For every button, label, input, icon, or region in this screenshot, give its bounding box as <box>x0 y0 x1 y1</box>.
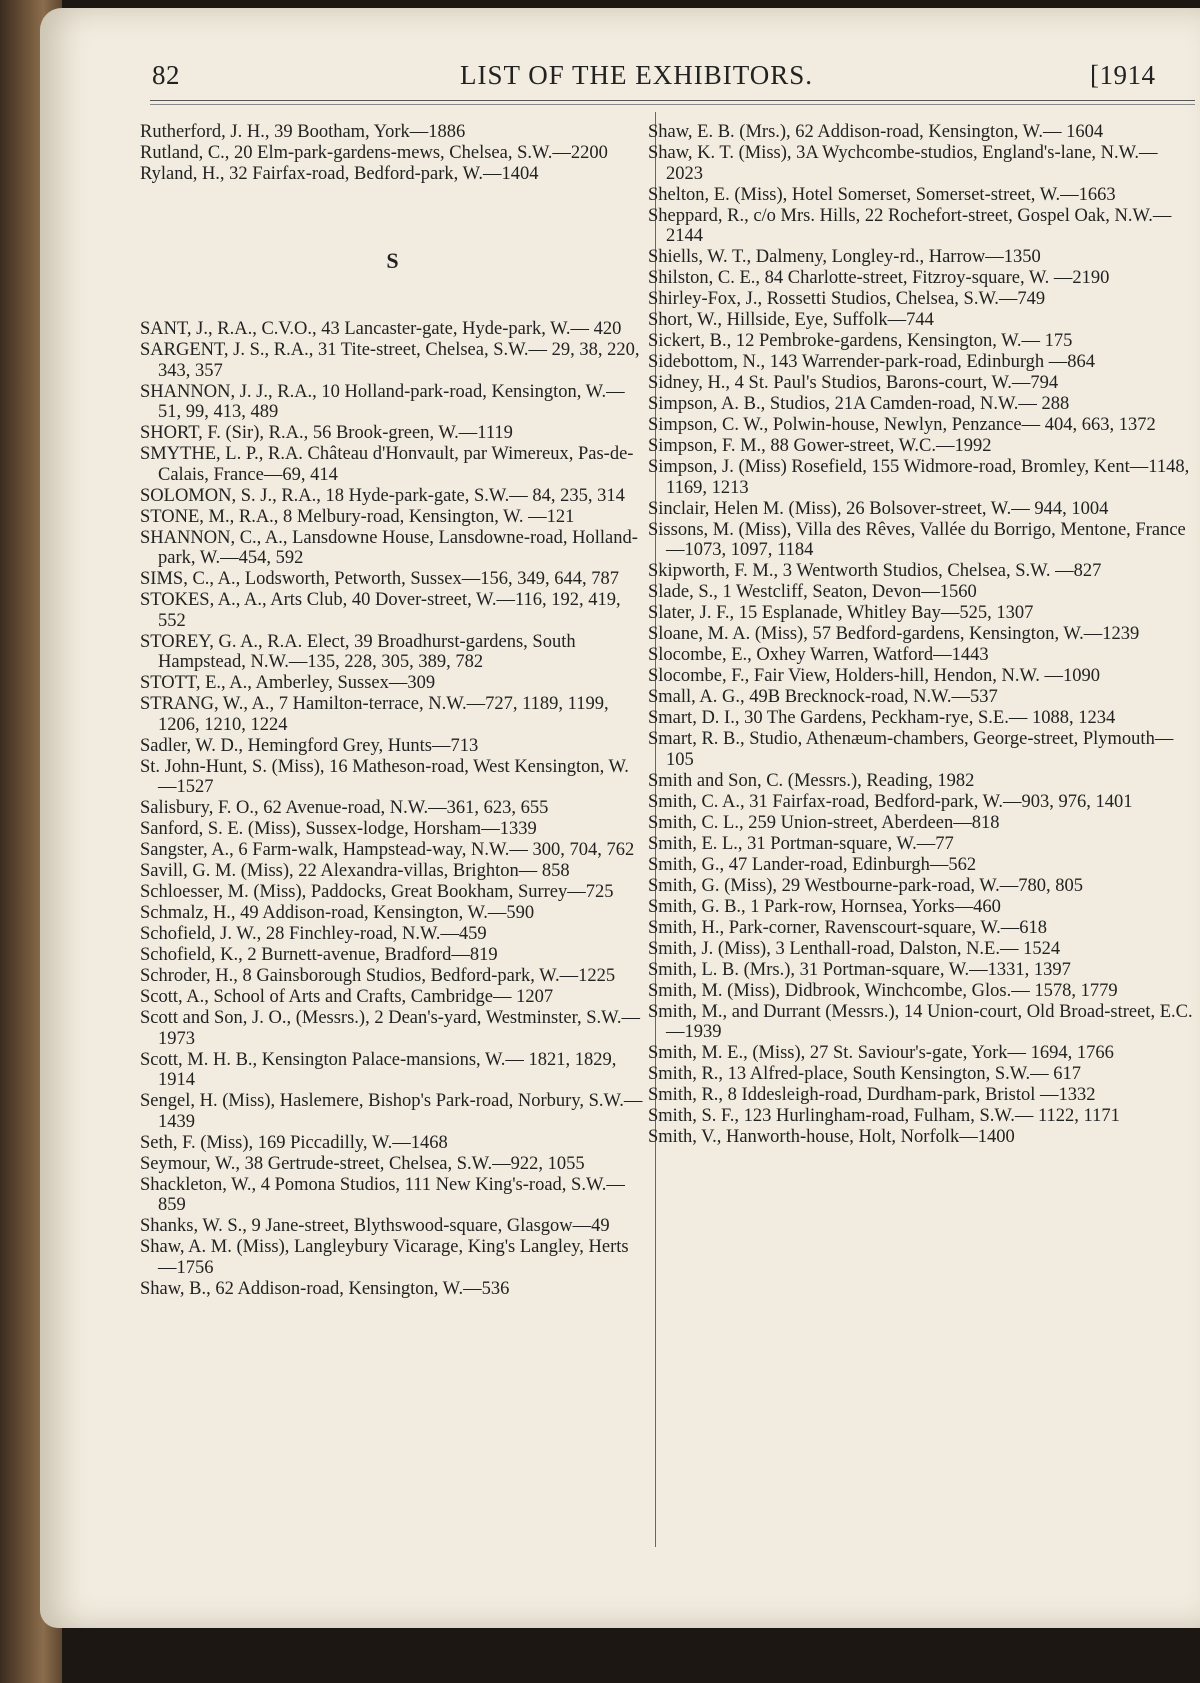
exhibitor-entry: Smith, R., 13 Alfred-place, South Kensington, S.W.— 617 <box>648 1064 1082 1084</box>
exhibitor-entry: Smart, D. I., 30 The Gardens, Peckham-rye, S.E.— 1088, 1234 <box>648 708 1116 728</box>
left-bottom-entries <box>140 319 645 1299</box>
exhibitor-entry: Shaw, B., 62 Addison-road, Kensington, W.—536 <box>140 1278 510 1299</box>
exhibitor-entry: Scott, A., School of Arts and Crafts, Cambridge— 1207 <box>140 987 554 1007</box>
exhibitor-entry: Small, A. G., 49B Brecknock-road, N.W.—537 <box>648 687 998 707</box>
exhibitor-entry: St. John-Hunt, S. (Miss), 16 Matheson-road, West Kensington, W.—1527 <box>140 756 629 797</box>
exhibitor-entry: Smith and Son, C. (Messrs.), Reading, 1982 <box>648 770 975 791</box>
exhibitor-entry: SOLOMON, S. J., R.A., 18 Hyde-park-gate, S.W.— 84, 235, 314 <box>140 485 625 506</box>
exhibitor-entry: STOKES, A., A., Arts Club, 40 Dover-street, W.—116, 192, 419, 552 <box>140 590 621 631</box>
exhibitor-entry: Savill, G. M. (Miss), 22 Alexandra-villas, Brighton— 858 <box>140 861 570 881</box>
exhibitor-entry: Sissons, M. (Miss), Villa des Rêves, Vallée du Borrigo, Mentone, France—1073, 1097, 1184 <box>648 519 1186 560</box>
exhibitor-entry: Salisbury, F. O., 62 Avenue-road, N.W.—361, 623, 655 <box>140 798 549 818</box>
exhibitor-entry: Sengel, H. (Miss), Haslemere, Bishop's Park-road, Norbury, S.W.—1439 <box>140 1091 643 1132</box>
left-column <box>140 122 645 1300</box>
exhibitor-entry: STONE, M., R.A., 8 Melbury-road, Kensington, W. —121 <box>140 506 575 527</box>
exhibitor-entry: SANT, J., R.A., C.V.O., 43 Lancaster-gate, Hyde-park, W.— 420 <box>140 319 622 339</box>
exhibitor-entry: Simpson, J. (Miss) Rosefield, 155 Widmore-road, Bromley, Kent—1148, 1169, 1213 <box>648 457 1190 498</box>
exhibitor-entry: Schofield, K., 2 Burnett-avenue, Bradford—819 <box>140 945 498 965</box>
exhibitor-entry: Shackleton, W., 4 Pomona Studios, 111 New King's-road, S.W.—859 <box>140 1174 625 1215</box>
exhibitor-entry: Smith, C. A., 31 Fairfax-road, Bedford-park, W.—903, 976, 1401 <box>648 791 1133 812</box>
exhibitor-entry: Scott and Son, J. O., (Messrs.), 2 Dean's-yard, Westminster, S.W.—1973 <box>140 1008 641 1049</box>
exhibitor-entry: Shanks, W. S., 9 Jane-street, Blythswood-square, Glasgow—49 <box>140 1216 610 1236</box>
exhibitor-entry: Slocombe, F., Fair View, Holders-hill, Hendon, N.W. —1090 <box>648 666 1100 686</box>
exhibitor-entry: Sidney, H., 4 St. Paul's Studios, Barons-court, W.—794 <box>648 373 1059 393</box>
exhibitor-entry: Shiells, W. T., Dalmeny, Longley-rd., Harrow—1350 <box>648 247 1041 267</box>
exhibitor-entry: Sadler, W. D., Hemingford Grey, Hunts—713 <box>140 735 479 756</box>
exhibitor-entry: Smith, J. (Miss), 3 Lenthall-road, Dalston, N.E.— 1524 <box>648 938 1061 959</box>
exhibitor-entry: Smart, R. B., Studio, Athenæum-chambers, George-street, Plymouth—105 <box>648 729 1174 770</box>
exhibitor-entry: Sidebottom, N., 143 Warrender-park-road, Edinburgh —864 <box>648 352 1096 372</box>
exhibitor-entry: STOTT, E., A., Amberley, Sussex—309 <box>140 673 436 693</box>
exhibitor-entry: STRANG, W., A., 7 Hamilton-terrace, N.W.—727, 1189, 1199, 1206, 1210, 1224 <box>140 694 609 735</box>
exhibitor-entry: Sanford, S. E. (Miss), Sussex-lodge, Horsham—1339 <box>140 819 537 839</box>
exhibitor-entry: Smith, C. L., 259 Union-street, Aberdeen—818 <box>648 812 1000 833</box>
exhibitor-entry: Shelton, E. (Miss), Hotel Somerset, Somerset-street, W.—1663 <box>648 184 1116 205</box>
exhibitor-entry: Smith, M. (Miss), Didbrook, Winchcombe, Glos.— 1578, 1779 <box>648 980 1118 1001</box>
exhibitor-entry: Slocombe, E., Oxhey Warren, Watford—1443 <box>648 645 989 665</box>
exhibitor-entry: Shirley-Fox, J., Rossetti Studios, Chelsea, S.W.—749 <box>648 289 1046 309</box>
exhibitor-entry: Smith, S. F., 123 Hurlingham-road, Fulham, S.W.— 1122, 1171 <box>648 1106 1120 1126</box>
exhibitor-entry: Smith, E. L., 31 Portman-square, W.—77 <box>648 833 954 854</box>
exhibitor-entry: SHANNON, C., A., Lansdowne House, Lansdowne-road, Holland-park, W.—454, 592 <box>140 527 638 568</box>
exhibitor-entry: Smith, G., 47 Lander-road, Edinburgh—562 <box>648 854 977 875</box>
exhibitor-entry: Sickert, B., 12 Pembroke-gardens, Kensington, W.— 175 <box>648 331 1073 351</box>
exhibitor-entry: Rutland, C., 20 Elm-park-gardens-mews, Chelsea, S.W.—2200 <box>140 143 608 163</box>
exhibitor-entry: Schmalz, H., 49 Addison-road, Kensington, W.—590 <box>140 903 535 923</box>
exhibitor-entry: Sloane, M. A. (Miss), 57 Bedford-gardens, Kensington, W.—1239 <box>648 624 1140 644</box>
exhibitor-entry: SIMS, C., A., Lodsworth, Petworth, Sussex—156, 349, 644, 787 <box>140 569 619 589</box>
exhibitor-entry: Sangster, A., 6 Farm-walk, Hampstead-way, N.W.— 300, 704, 762 <box>140 840 635 860</box>
right-entries <box>648 122 1193 1148</box>
exhibitor-entry: Skipworth, F. M., 3 Wentworth Studios, Chelsea, S.W. —827 <box>648 561 1102 581</box>
header-rule-double <box>150 104 1195 105</box>
page <box>40 8 1200 1628</box>
section-letter: S <box>386 247 399 273</box>
right-column <box>648 122 1193 1148</box>
exhibitor-entry: Rutherford, J. H., 39 Bootham, York—1886 <box>140 122 466 142</box>
exhibitor-entry: Smith, G. (Miss), 29 Westbourne-park-road, W.—780, 805 <box>648 875 1083 896</box>
exhibitor-entry: Smith, L. B. (Mrs.), 31 Portman-square, W.—1331, 1397 <box>648 959 1071 980</box>
exhibitor-entry: Seymour, W., 38 Gertrude-street, Chelsea, S.W.—922, 1055 <box>140 1153 585 1174</box>
exhibitor-entry: Shaw, A. M. (Miss), Langleybury Vicarage, King's Langley, Herts—1756 <box>140 1237 629 1278</box>
page-title: LIST OF THE EXHIBITORS. <box>460 60 814 90</box>
exhibitor-entry: Simpson, C. W., Polwin-house, Newlyn, Penzance— 404, 663, 1372 <box>648 415 1156 435</box>
header-rule <box>150 100 1195 101</box>
exhibitor-entry: Slade, S., 1 Westcliff, Seaton, Devon—1560 <box>648 582 977 602</box>
exhibitor-entry: Sinclair, Helen M. (Miss), 26 Bolsover-street, W.— 944, 1004 <box>648 498 1109 519</box>
exhibitor-entry: Smith, M. E., (Miss), 27 St. Saviour's-gate, York— 1694, 1766 <box>648 1043 1114 1063</box>
left-top-entries <box>140 122 645 185</box>
exhibitor-entry: Short, W., Hillside, Eye, Suffolk—744 <box>648 310 934 330</box>
exhibitor-entry: Seth, F. (Miss), 169 Piccadilly, W.—1468 <box>140 1132 448 1153</box>
page-number: 82 <box>152 60 180 90</box>
exhibitor-entry: STOREY, G. A., R.A. Elect, 39 Broadhurst-gardens, South Hampstead, N.W.—135, 228, 305, 389, 782 <box>140 631 576 672</box>
exhibitor-entry: Scott, M. H. B., Kensington Palace-mansions, W.— 1821, 1829, 1914 <box>140 1049 617 1090</box>
exhibitor-entry: Smith, M., and Durrant (Messrs.), 14 Union-court, Old Broad-street, E.C.—1939 <box>648 1001 1193 1042</box>
exhibitor-entry: SMYTHE, L. P., R.A. Château d'Honvault, par Wimereux, Pas-de-Calais, France—69, 414 <box>140 444 634 485</box>
page-year: [1914 <box>1090 60 1156 90</box>
exhibitor-entry: Simpson, A. B., Studios, 21A Camden-road, N.W.— 288 <box>648 394 1070 414</box>
exhibitor-entry: Smith, H., Park-corner, Ravenscourt-square, W.—618 <box>648 917 1047 938</box>
exhibitor-entry: SHANNON, J. J., R.A., 10 Holland-park-road, Kensington, W.—51, 99, 413, 489 <box>140 381 625 422</box>
exhibitor-entry: Smith, V., Hanworth-house, Holt, Norfolk—1400 <box>648 1127 1015 1147</box>
exhibitor-entry: Shilston, C. E., 84 Charlotte-street, Fitzroy-square, W. —2190 <box>648 268 1110 288</box>
exhibitor-entry: Smith, G. B., 1 Park-row, Hornsea, Yorks—460 <box>648 896 1001 917</box>
exhibitor-entry: SHORT, F. (Sir), R.A., 56 Brook-green, W.—1119 <box>140 423 513 443</box>
exhibitor-entry: SARGENT, J. S., R.A., 31 Tite-street, Chelsea, S.W.— 29, 38, 220, 343, 357 <box>140 340 640 381</box>
exhibitor-entry: Ryland, H., 32 Fairfax-road, Bedford-park, W.—1404 <box>140 164 539 184</box>
exhibitor-entry: Shaw, E. B. (Mrs.), 62 Addison-road, Kensington, W.— 1604 <box>648 122 1104 142</box>
exhibitor-entry: Schroder, H., 8 Gainsborough Studios, Bedford-park, W.—1225 <box>140 966 616 986</box>
exhibitor-entry: Sheppard, R., c/o Mrs. Hills, 22 Rochefort-street, Gospel Oak, N.W.—2144 <box>648 205 1172 246</box>
exhibitor-entry: Schofield, J. W., 28 Finchley-road, N.W.—459 <box>140 924 487 944</box>
exhibitor-entry: Simpson, F. M., 88 Gower-street, W.C.—1992 <box>648 436 992 456</box>
exhibitor-entry: Slater, J. F., 15 Esplanade, Whitley Bay—525, 1307 <box>648 603 1034 623</box>
exhibitor-entry: Shaw, K. T. (Miss), 3A Wychcombe-studios, England's-lane, N.W.—2023 <box>648 143 1158 184</box>
exhibitor-entry: Schloesser, M. (Miss), Paddocks, Great Bookham, Surrey—725 <box>140 882 614 902</box>
exhibitor-entry: Smith, R., 8 Iddesleigh-road, Durdham-park, Bristol —1332 <box>648 1085 1096 1105</box>
